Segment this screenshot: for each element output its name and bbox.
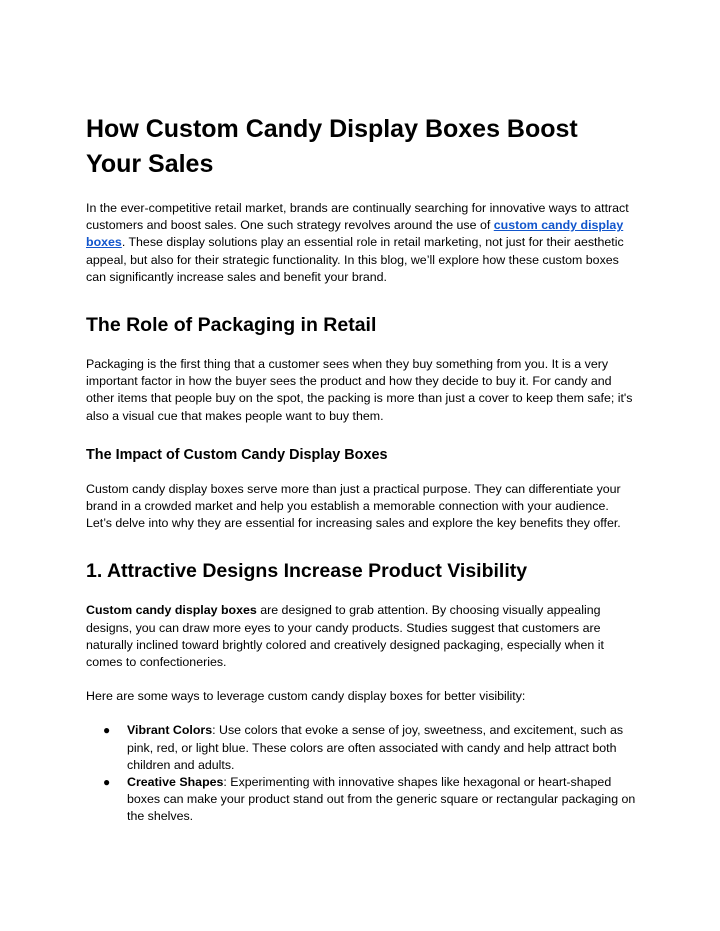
- impact-paragraph: Custom candy display boxes serve more than just a practical purpose. They can differentiate your brand in a crowded market and help you establish a memorable connection with your audience. Let’s delve into why they are essential for increasing sales and explore the key benefits they offer.: [86, 481, 621, 531]
- list-item-label: Creative Shapes: [127, 775, 224, 790]
- intro-text-after: . These display solutions play an essential role in retail marketing, not just for their aesthetic appeal, but also for their strategic functionality. In this blog, we’ll explore how these custom boxes can significantly increase sales and benefit your brand.: [86, 235, 624, 284]
- attractive-designs-paragraph: [86, 602, 638, 671]
- intro-text-before: In the ever-competitive retail market, brands are continually searching for innovative ways to attract customers and boost sales. One such strategy revolves around the use of: [86, 201, 629, 233]
- section-heading-attractive-designs: 1. Attractive Designs Increase Product Visibility: [86, 560, 528, 583]
- intro-paragraph: [86, 200, 638, 286]
- ways-intro-paragraph: Here are some ways to leverage custom candy display boxes for better visibility:: [86, 689, 526, 704]
- list-item: [86, 774, 638, 826]
- document-page: [86, 112, 638, 826]
- attractive-designs-text: are designed to grab attention. By choosing visually appealing designs, you can draw more eyes to your candy products. Studies suggest that customers are naturally inclined toward brightly colored and creatively designed packaging, especially when it comes to confectioneries.: [86, 603, 604, 670]
- list-item-label: Vibrant Colors: [127, 723, 213, 738]
- custom-candy-display-boxes-link[interactable]: custom candy display boxes: [86, 218, 624, 250]
- list-item-text: : Experimenting with innovative shapes like hexagonal or heart-shaped boxes can make your product stand out from the generic square or rectangular packaging on the shelves.: [127, 775, 636, 824]
- bullet-icon: ●: [103, 723, 111, 738]
- visibility-tips-list: [86, 722, 638, 825]
- bullet-icon: ●: [103, 775, 111, 790]
- list-item-text: : Use colors that evoke a sense of joy, sweetness, and excitement, such as pink, red, or light blue. These colors are often associated with candy and help attract both children and adults.: [127, 723, 624, 772]
- subsection-heading-impact: The Impact of Custom Candy Display Boxes: [86, 446, 388, 463]
- page-title: How Custom Candy Display Boxes Boost Your Sales: [86, 115, 578, 178]
- section-heading-role-of-packaging: The Role of Packaging in Retail: [86, 314, 377, 337]
- attractive-designs-bold-lead: Custom candy display boxes: [86, 603, 257, 618]
- list-item: [86, 722, 638, 774]
- role-of-packaging-paragraph: Packaging is the first thing that a customer sees when they buy something from you. It is a very important factor in how the buyer sees the product and how they decide to buy it. For candy and other items that people buy on the spot, the packing is more than just a cover to keep them safe; it's also a visual cue that makes people want to buy them.: [86, 357, 633, 423]
